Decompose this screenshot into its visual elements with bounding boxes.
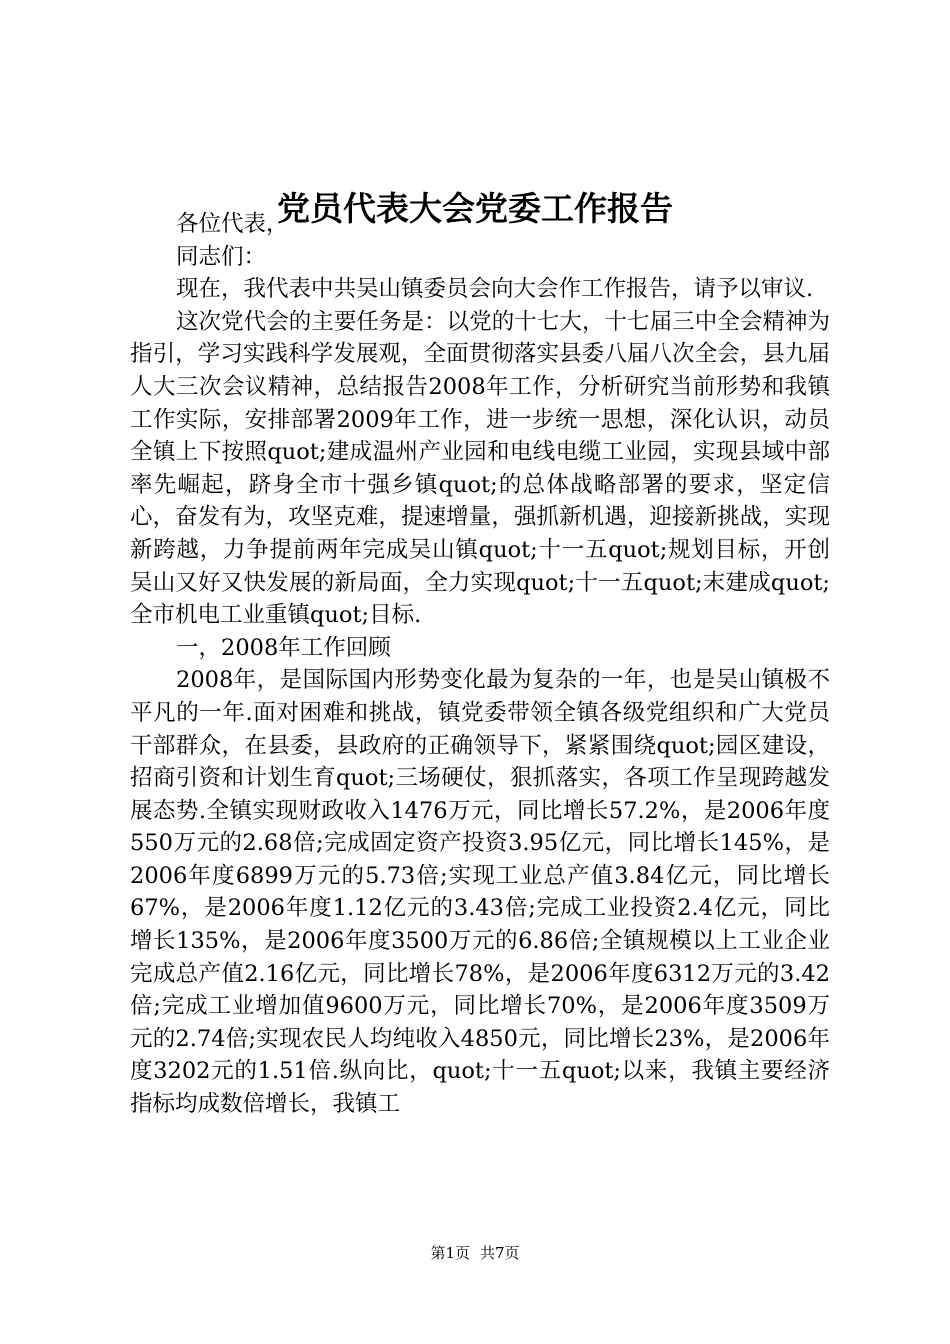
page-footer bbox=[0, 1243, 950, 1263]
paragraph-2008-review: 2008年，是国际国内形势变化最为复杂的一年，也是吴山镇极不平凡的一年.面对困难和挑战，镇党委带领全镇各级党组织和广大党员干部群众，在县委，县政府的正确领导下，紧紧围绕quot;园区建设，招商引资和计划生育quot;三场硬仗，狠抓落实，各项工作呈现跨越发展态势.全镇实现财政收入1476万元，同比增长57.2%，是2006年度550万元的2.68倍;完成固定资产投资3.95亿元，同比增长145%，是2006年度6899万元的5.73倍;实现工业总产值3.84亿元，同比增长67%，是2006年度1.12亿元的3.43倍;完成工业投资2.4亿元，同比增长135%，是2006年度3500万元的6.86倍;全镇规模以上工业企业完成总产值2.16亿元，同比增长78%，是2006年度6312万元的3.42倍;完成工业增加值9600万元，同比增长70%，是2006年度3509万元的2.74倍;实现农民人均纯收入4850元，同比增长23%，是2006年度3202元的1.51倍.纵向比，quot;十一五quot;以来，我镇主要经济指标均成数倍增长，我镇工 bbox=[130, 667, 830, 1118]
paragraph-main-tasks: 这次党代会的主要任务是：以党的十七大，十七届三中全会精神为指引，学习实践科学发展观，全面贯彻落实县委八届八次全会，县九届人大三次会议精神，总结报告2008年工作，分析研究当前形势和我镇工作实际，安排部署2009年工作，进一步统一思想，深化认识，动员全镇上下按照quot;建成温州产业园和电线电缆工业园，实现县域中部率先崛起，跻身全市十强乡镇quot;的总体战略部署的要求，坚定信心，奋发有为，攻坚克难，提速增量，强抓新机遇，迎接新挑战，实现新跨越，力争提前两年完成吴山镇quot;十一五quot;规划目标，开创吴山又好又快发展的新局面，全力实现quot;十一五quot;末建成quot;全市机电工业重镇quot;目标. bbox=[130, 308, 830, 629]
salutation-comrades: 同志们： bbox=[176, 243, 267, 270]
page-number-current: 第1页 bbox=[430, 1244, 470, 1262]
document-body bbox=[130, 208, 830, 1121]
section-heading-review: 一，2008年工作回顾 bbox=[176, 634, 391, 661]
salutation-delegates: 各位代表， bbox=[176, 211, 289, 237]
paragraph-intro: 现在，我代表中共吴山镇委员会向大会作工作报告，请予以审议. bbox=[176, 276, 814, 303]
page-number-total: 共7页 bbox=[480, 1244, 520, 1262]
document-title: 党员代表大会党委工作报告 bbox=[277, 189, 673, 228]
